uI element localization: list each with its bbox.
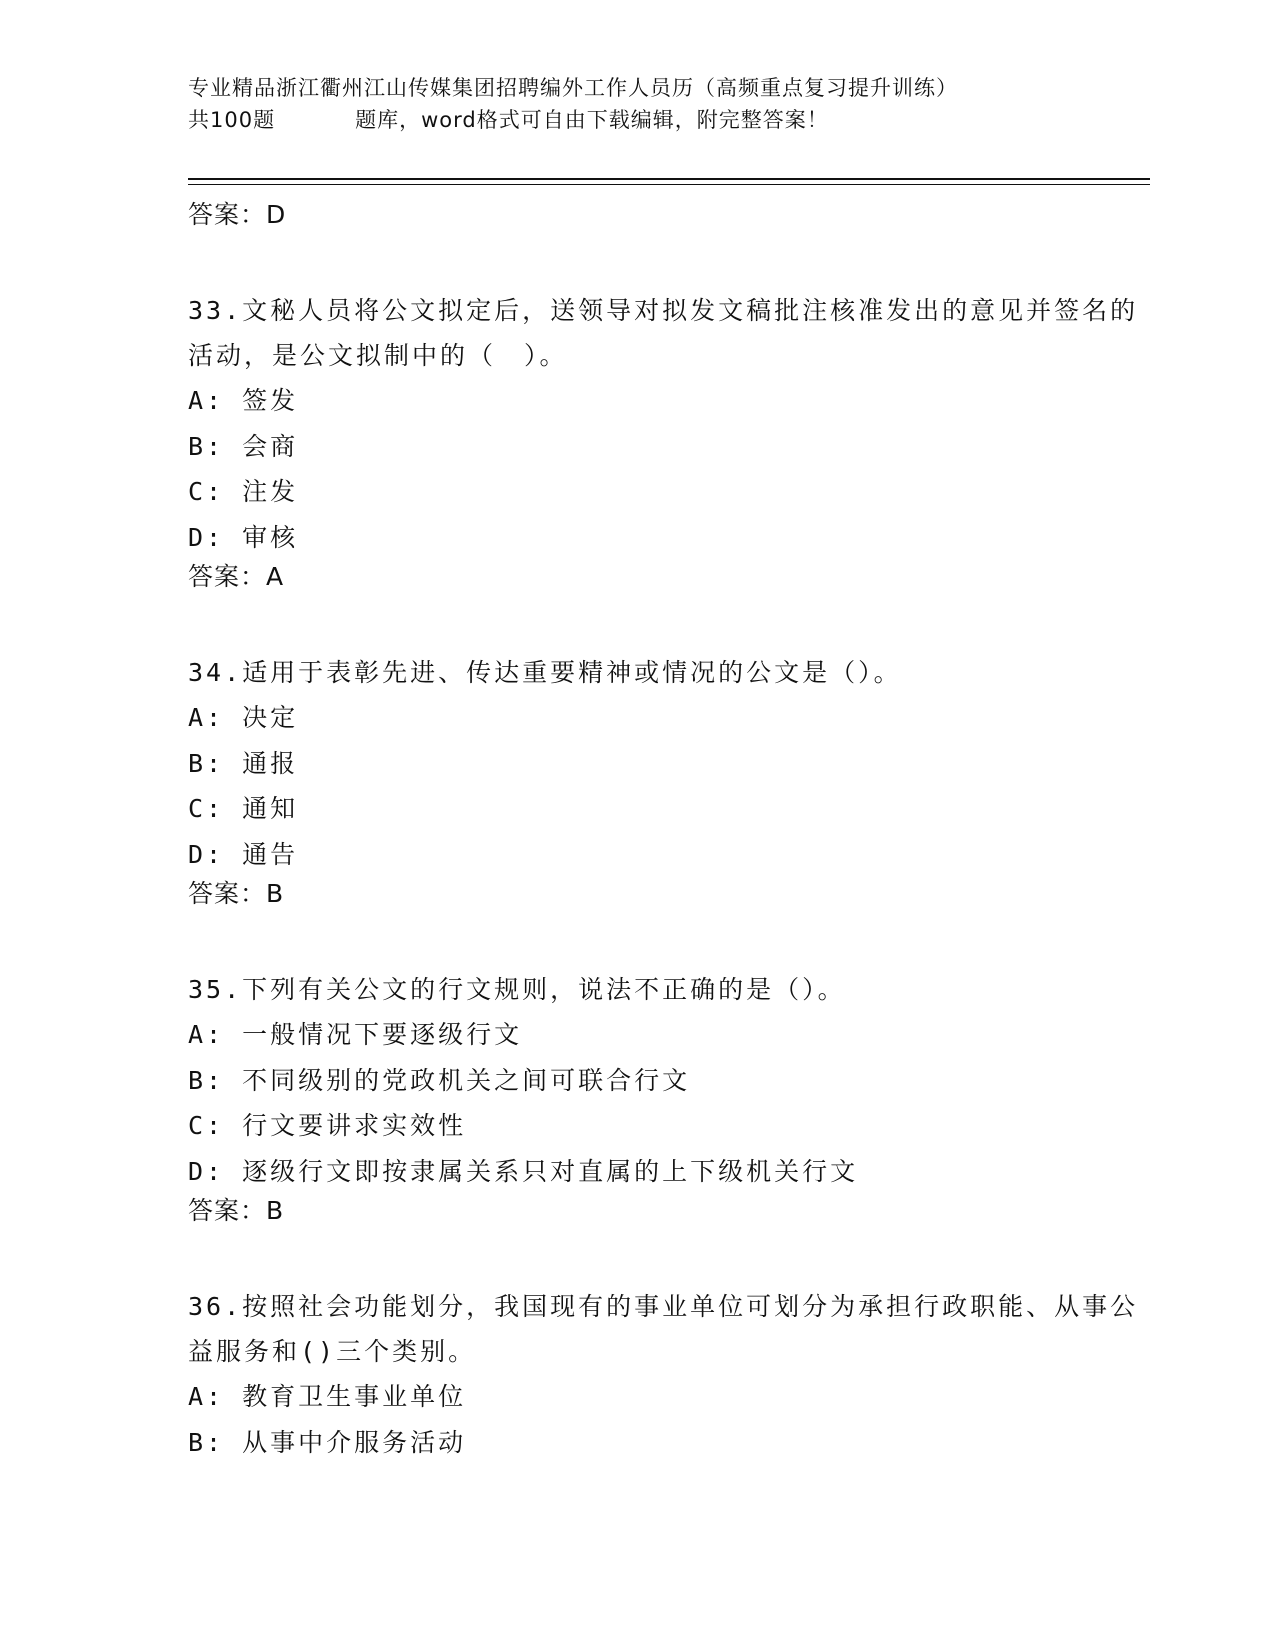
question-list (188, 190, 1148, 1465)
header-divider (188, 178, 1150, 180)
option-a: A: 决定 (188, 703, 299, 732)
document-header (188, 72, 1148, 136)
option-a: A: 签发 (188, 386, 299, 415)
option-d: D: 逐级行文即按隶属关系只对直属的上下级机关行文 (188, 1156, 859, 1186)
question-text: 33.文秘人员将公文拟定后，送领导对拟发文稿批注核准发出的意见并签名的活动，是公文拟制中的（ ）。 (188, 296, 1139, 370)
option-c: C: 行文要讲求实效性 (188, 1111, 467, 1140)
answer-line: 答案：D (188, 200, 287, 229)
document-title: 专业精品浙江衢州江山传媒集团招聘编外工作人员历（高频重点复习提升训练） (188, 76, 958, 100)
question-text: 35.下列有关公文的行文规则，说法不正确的是（）。 (188, 975, 846, 1004)
option-a: A: 一般情况下要逐级行文 (188, 1020, 523, 1049)
question-36 (188, 1284, 1148, 1465)
header-divider-thin (188, 184, 1150, 185)
option-b: B: 从事中介服务活动 (188, 1427, 467, 1457)
answer-line: 答案：B (188, 1196, 285, 1225)
option-b: B: 通报 (188, 748, 299, 778)
option-b: B: 不同级别的党政机关之间可联合行文 (188, 1065, 691, 1095)
question-33 (188, 288, 1148, 592)
option-a: A: 教育卫生事业单位 (188, 1382, 467, 1411)
option-d: D: 审核 (188, 522, 299, 552)
question-text: 34.适用于表彰先进、传达重要精神或情况的公文是（）。 (188, 658, 902, 687)
document-description: 题库，word格式可自由下载编辑，附完整答案！ (355, 108, 829, 132)
option-c: C: 通知 (188, 794, 299, 823)
document-subtitle (188, 104, 1148, 136)
option-d: D: 通告 (188, 839, 299, 869)
question-34 (188, 650, 1148, 909)
answer-line: 答案：A (188, 562, 285, 591)
question-text: 36.按照社会功能划分，我国现有的事业单位可划分为承担行政职能、从事公益服务和()三个类别。 (188, 1292, 1139, 1366)
answer-line: 答案：B (188, 879, 285, 908)
option-c: C: 注发 (188, 477, 299, 506)
question-count: 共100题 (188, 108, 276, 132)
question-35 (188, 967, 1148, 1226)
option-b: B: 会商 (188, 431, 299, 461)
